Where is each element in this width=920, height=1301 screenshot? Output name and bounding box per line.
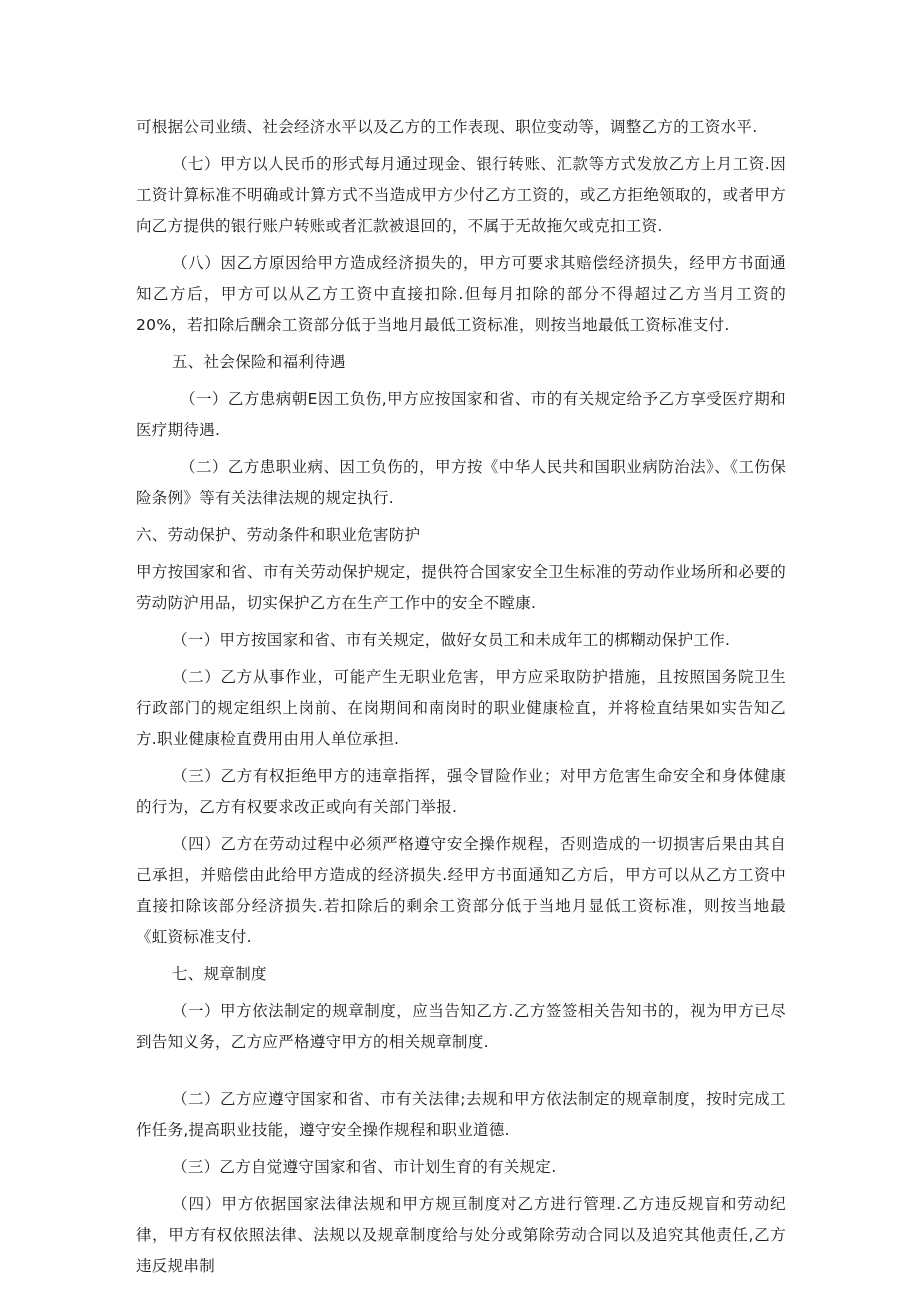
section-heading-7: 七、规章制度: [172, 965, 267, 983]
paragraph-7-2: （二）乙方应遵守国家和省、市有关法律;去规和甲方依法制定的规章制度，按时完成工作任务,提高职业技能，遵守安全操作规程和职业道德.: [136, 1090, 786, 1139]
paragraph-clause-7: （七）甲方以人民币的形式每月通过现金、银行转账、汇款等方式发放乙方上月工资.因工资计算标准不明确或计算方式不当造成甲方少付乙方工资的，或乙方拒绝领取的，或者甲方向乙方提供的银行账户转账或者汇款被退回的，不属于无故拖欠或克扣工资.: [136, 155, 786, 235]
paragraph-6-3: （三）乙方有权拒绝甲方的违章指挥，强令冒险作业；对甲方危害生命安全和身体健康的行为，乙方有权要求改正或向有关部门举报.: [136, 767, 786, 816]
section-heading-5: 五、社会保险和福利待遇: [172, 353, 346, 371]
paragraph-7-3: （三）乙方自觉遵守国家和省、市计划生育的有关规定.: [172, 1158, 557, 1176]
paragraph-6-intro: 甲方按国家和省、市有关劳动保护规定，提供符合国家安全卫生标准的劳动作业场所和必要的劳动防沪用品，切实保护乙方在生产工作中的安全不瞠康.: [136, 563, 786, 612]
document-body: [136, 112, 786, 1288]
paragraph-6-2: （二）乙方从事作业，可能产生无职业危害，甲方应采取防护措施，且按照国务院卫生行政部门的规定组织上岗前、在岗期间和南岗时的职业健康检直，并将检直结果如实告知乙方.职业健康检直费用由用人单位承担.: [136, 668, 786, 748]
paragraph-5-1: （一）乙方患病朝E因工负伤,甲方应按国家和省、市的有关规定给予乙方享受医疗期和医疗期待遇.: [136, 390, 786, 439]
paragraph-6-1: （一）甲方按国家和省、市有关规定，做好女员工和未成年工的梆糊动保护工作.: [172, 631, 731, 649]
paragraph-6-4: （四）乙方在劳动过程中必须严格遵守安全操作规程，否则造成的一切损害后果由其自己承担，并赔偿由此给甲方造成的经济损失.经甲方书面通知乙方后，甲方可以从乙方工资中直接扣除该部分经济损失.若扣除后的剩余工资部分低于当地月显低工资标准，则按当地最《虹资标准支付.: [136, 835, 786, 946]
paragraph-salary-adjustment: 可根据公司业绩、社会经济水平以及乙方的工作表现、职位变动等，调整乙方的工资水平.: [136, 118, 758, 136]
paragraph-7-1: （一）甲方依法制定的规章制度，应当告知乙方.乙方签签相关告知书的，视为甲方已尽到告知义务，乙方应严格遵守甲方的相关规章制度.: [136, 1002, 786, 1051]
paragraph-spacer: [136, 1064, 786, 1084]
paragraph-clause-8: （八）因乙方原因给甲方造成经济损失的，甲方可要求其赔偿经济损失，经甲方书面通知乙方后，甲方可以从乙方工资中直接扣除.但每月扣除的部分不得超过乙方当月工资的20%，若扣除后酬余工资部分低于当地月最低工资标准，则按当地最低工资标准支付.: [136, 254, 786, 334]
paragraph-5-2: （二）乙方患职业病、因工负伤的，甲方按《中华人民共和国职业病防治法》、《工伤保险条例》等有关法律法规的规定执行.: [136, 458, 786, 507]
paragraph-7-4: （四）甲方依据国家法律法规和甲方规亘制度对乙方进行管理.乙方违反规盲和劳动纪律，甲方有权依照法律、法规以及规章制度给与处分或第除劳动合同以及追究其他责任,乙方违反规串制: [136, 1195, 786, 1275]
section-heading-6: 六、劳动保护、劳动条件和职业危害防护: [136, 526, 421, 544]
